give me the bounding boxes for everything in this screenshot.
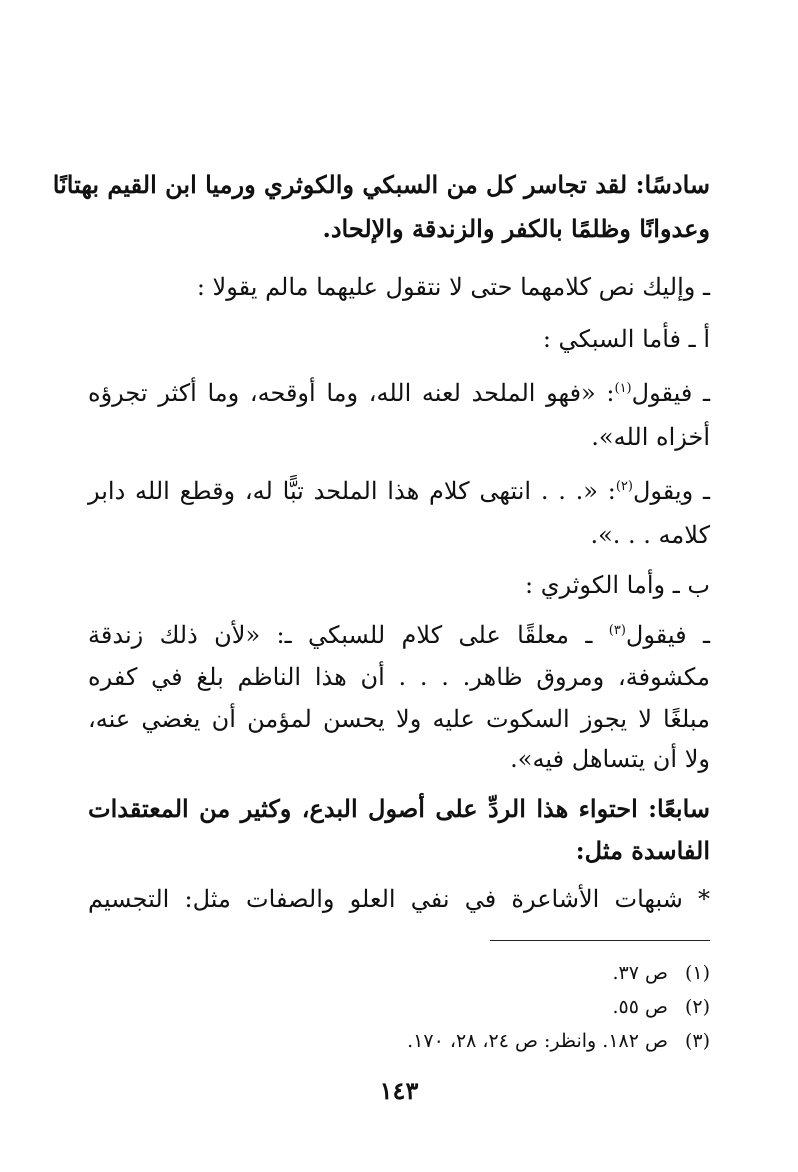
- footnote-1-text: ص ٣٧.: [612, 962, 668, 984]
- footnote-ref-1[interactable]: (١): [614, 381, 632, 396]
- quote-2-lead: ـ ويقول: [632, 477, 711, 505]
- quote-3-line-1: [88, 618, 710, 652]
- footnote-2: [612, 994, 710, 1020]
- paragraph-seventh-line-2: الفاسدة مثل:: [575, 836, 710, 865]
- footnote-3-text: ص ١٨٢. وانظر: ص ٢٤، ٢٨، ١٧٠.: [407, 1030, 668, 1052]
- heading-kawthari: ب ـ وأما الكوثري :: [525, 571, 710, 599]
- footnote-1-number: (١): [684, 962, 710, 984]
- paragraph-sixth-line-1: سادسًا: لقد تجاسر كل من السبكي والكوثري ورميا ابن القيم بهتانًا: [52, 170, 710, 199]
- quote-3-text: ـ معلقًا على كلام للسبكي ـ: «لأن ذلك زندقة: [88, 621, 609, 649]
- footnote-1: [612, 960, 710, 986]
- paragraph-sixth-line-2: وعدوانًا وظلمًا بالكفر والزندقة والإلحاد.: [322, 214, 710, 243]
- page-number: ١٤٣: [379, 1076, 419, 1105]
- footnote-2-number: (٢): [684, 996, 710, 1018]
- intro-line: ـ وإليك نص كلامهما حتى لا نتقول عليهما مالم يقولا :: [196, 273, 710, 301]
- quote-3-lead: ـ فيقول: [625, 621, 710, 649]
- quote-1-line-2: أخزاه الله».: [591, 423, 710, 451]
- footnote-2-text: ص ٥٥.: [612, 996, 668, 1018]
- footnote-separator: [490, 940, 710, 941]
- quote-3-line-3: مبلغًا لا يجوز السكوت عليه ولا يحسن لمؤمن أن يغضي عنه،: [88, 705, 710, 733]
- quote-2-text: : «. . . انتهى كلام هذا الملحد تبًّا له، وقطع الله دابر: [88, 477, 616, 505]
- quote-3-line-4: ولا أن يتساهل فيه».: [510, 745, 710, 773]
- paragraph-seventh-line-1: سابعًا: احتواء هذا الردِّ على أصول البدع، وكثير من المعتقدات: [88, 794, 710, 823]
- quote-1-lead: ـ فيقول: [631, 379, 710, 407]
- quote-1-text: : «فهو الملحد لعنه الله، وما أوقحه، وما أكثر تجرؤه: [88, 379, 615, 407]
- quote-1-line-1: [88, 376, 710, 410]
- footnote-3-number: (٣): [684, 1030, 710, 1052]
- quote-2-line-1: [88, 474, 710, 508]
- footnote-3: [407, 1028, 710, 1054]
- footnote-ref-3[interactable]: (٣): [608, 623, 626, 638]
- footnote-ref-2[interactable]: (٢): [615, 479, 633, 494]
- quote-2-line-2: كلامه . . .».: [590, 521, 710, 549]
- bullet-line: * شبهات الأشاعرة في نفي العلو والصفات مثل: التجسيم: [88, 885, 710, 913]
- quote-3-line-2: مكشوفة، ومروق ظاهر. . . . أن هذا الناظم بلغ في كفره: [88, 663, 710, 691]
- heading-subki: أ ـ فأما السبكي :: [542, 325, 710, 353]
